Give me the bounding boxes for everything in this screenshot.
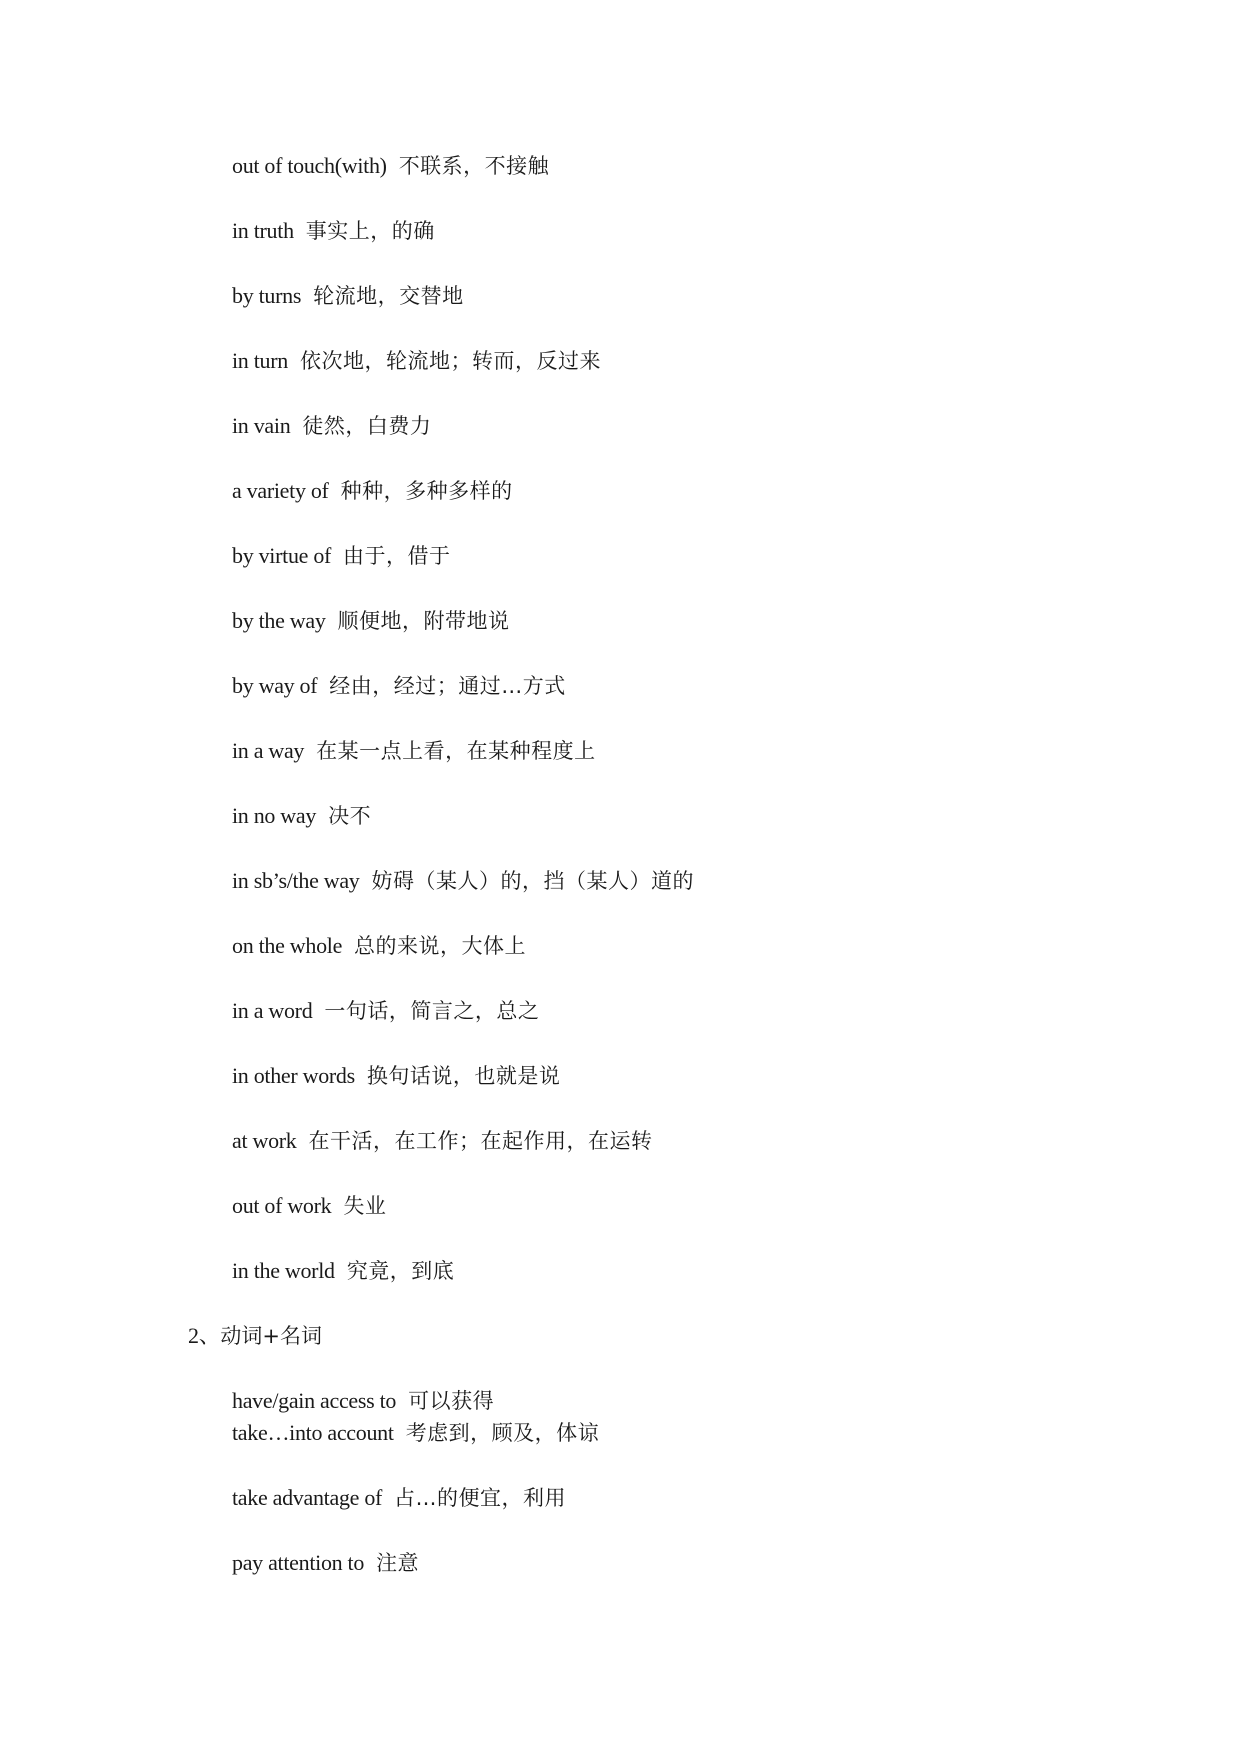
phrase-entry xyxy=(232,1191,386,1221)
phrase-english: in vain xyxy=(232,413,291,438)
phrase-entry xyxy=(232,801,371,831)
phrase-entry xyxy=(232,1386,494,1416)
phrase-chinese: 换句话说，也就是说 xyxy=(366,1064,561,1088)
phrase-chinese: 依次地，轮流地；转而，反过来 xyxy=(299,349,601,373)
phrase-english: in truth xyxy=(232,218,294,243)
phrase-chinese: 考虑到，顾及，体谅 xyxy=(405,1421,600,1445)
phrase-chinese: 事实上，的确 xyxy=(305,219,435,243)
phrase-entry xyxy=(232,1061,560,1091)
phrase-chinese: 在某一点上看，在某种程度上 xyxy=(316,739,596,763)
phrase-entry xyxy=(232,1483,566,1513)
phrase-english: in a way xyxy=(232,738,305,763)
phrase-english: in other words xyxy=(232,1063,355,1088)
phrase-chinese: 注意 xyxy=(376,1551,420,1575)
phrase-english: in no way xyxy=(232,803,317,828)
section-title: 动词+名词 xyxy=(220,1324,323,1348)
phrase-entry xyxy=(232,931,526,961)
phrase-chinese: 可以获得 xyxy=(408,1389,495,1413)
phrase-english: at work xyxy=(232,1128,297,1153)
phrase-entry xyxy=(232,1418,599,1448)
phrase-chinese: 轮流地，交替地 xyxy=(313,284,464,308)
section-heading xyxy=(188,1321,322,1351)
phrase-chinese: 由于，借于 xyxy=(343,544,451,568)
phrase-chinese: 经由，经过；通过…方式 xyxy=(329,674,566,698)
phrase-chinese: 总的来说，大体上 xyxy=(354,934,527,958)
phrase-chinese: 失业 xyxy=(343,1194,387,1218)
phrase-chinese: 妨碍（某人）的，挡（某人）道的 xyxy=(371,869,694,893)
phrase-entry xyxy=(232,346,601,376)
phrase-english: take…into account xyxy=(232,1420,394,1445)
phrase-entry xyxy=(232,216,435,246)
phrase-entry xyxy=(232,671,566,701)
phrase-english: by turns xyxy=(232,283,302,308)
phrase-english: take advantage of xyxy=(232,1485,383,1510)
phrase-entry xyxy=(232,736,596,766)
phrase-english: by the way xyxy=(232,608,326,633)
phrase-english: out of work xyxy=(232,1193,332,1218)
phrase-english: out of touch(with) xyxy=(232,153,387,178)
phrase-chinese: 究竟，到底 xyxy=(346,1259,455,1283)
phrase-entry xyxy=(232,281,464,311)
phrase-english: in the world xyxy=(232,1258,335,1283)
phrase-entry xyxy=(232,866,694,896)
phrase-chinese: 占…的便宜，利用 xyxy=(394,1486,567,1510)
phrase-entry xyxy=(232,411,431,441)
phrase-chinese: 在干活，在工作；在起作用，在运转 xyxy=(308,1129,653,1153)
section-number: 2、 xyxy=(188,1323,221,1348)
phrase-entry xyxy=(232,1548,419,1578)
phrase-english: pay attention to xyxy=(232,1550,365,1575)
phrase-entry xyxy=(232,606,510,636)
phrase-entry xyxy=(232,996,539,1026)
phrase-english: in turn xyxy=(232,348,288,373)
phrase-entry xyxy=(232,1126,653,1156)
phrase-chinese: 顺便地，附带地说 xyxy=(337,609,510,633)
phrase-chinese: 种种，多种多样的 xyxy=(340,479,513,503)
phrase-english: by way of xyxy=(232,673,318,698)
phrase-entry xyxy=(232,1256,454,1286)
phrase-chinese: 一句话，简言之，总之 xyxy=(324,999,540,1023)
phrase-english: in a word xyxy=(232,998,313,1023)
phrase-entry xyxy=(232,476,513,506)
phrase-entry xyxy=(232,541,451,571)
phrase-entry xyxy=(232,151,549,181)
phrase-english: in sb’s/the way xyxy=(232,868,360,893)
phrase-chinese: 不联系，不接触 xyxy=(398,154,550,178)
phrase-english: a variety of xyxy=(232,478,329,503)
phrase-english: by virtue of xyxy=(232,543,332,568)
phrase-chinese: 徒然，白费力 xyxy=(302,414,432,438)
phrase-english: have/gain access to xyxy=(232,1388,397,1413)
phrase-chinese: 决不 xyxy=(328,804,372,828)
phrase-english: on the whole xyxy=(232,933,343,958)
